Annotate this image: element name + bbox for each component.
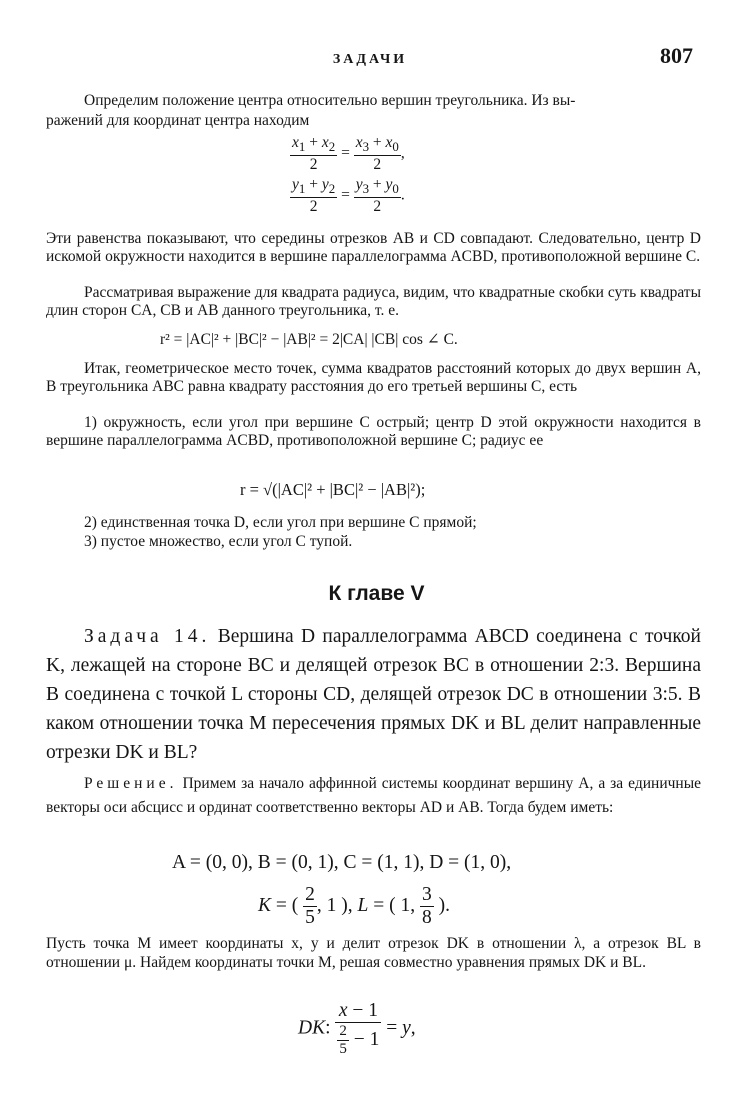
list-item-1: 1) окружность, если угол при вершине C острый; центр D этой окружности находится в вершине параллелограмма ACBD, противоположной вершине C; радиус ее <box>46 414 701 449</box>
equation-y-midpoint: $\frac{y_1 + y_2}{2}$ = $\frac{y_3 + y_0}{2}$ . <box>292 176 405 216</box>
coordinates-points: K = ( $\frac{2}{5}$ , 1 ), L = ( 1, $\frac{3}{8}$ ). <box>258 884 450 928</box>
paragraph-radius: Рассматривая выражение для квадрата радиуса, видим, что квадратные скобки суть квадраты длин сторон CA, CB и AB данного треугольника, т. е. <box>46 284 701 319</box>
paragraph-midpoints: Эти равенства показывают, что середины отрезков AB и CD совпадают. Следовательно, центр D искомой окружности находится в вершине параллелограмма ACBD, противоположной вершине C. <box>46 230 701 265</box>
section-heading: К главе V <box>328 582 425 605</box>
equation-radius: r = √(|AC|² + |BC|² − |AB|²); <box>240 480 426 499</box>
running-header: ЗАДАЧИ <box>332 52 408 67</box>
coordinates-vertices: A = (0, 0), B = (0, 1), C = (1, 1), D = (1, 0), <box>172 852 512 873</box>
paragraph-point-m: Пусть точка M имеет координаты x, y и делит отрезок DK в отношении λ, а отрезок BL в отношении μ. Найдем координаты точки M, решая совместно уравнения прямых DK и BL. <box>46 935 701 971</box>
equation-x-midpoint: $\frac{x_1 + x_2}{2}$ = $\frac{x_3 + x_0}{2}$ , <box>292 134 405 174</box>
problem-text: Вершина D параллелограмма ABCD соединена с точкой K, лежащей на стороне BC и делящей отрезок BC в отношении 2:3. Вершина B соединена с точкой L стороны CD, делящей отрезок DC в отношении 3:5. В каком отношении точка M пересечения прямых DK и BL делит направленные отрезки DK и BL? <box>46 626 701 763</box>
solution-label: Решение. <box>84 775 178 792</box>
equation-line-dk: DK: x − 1 $\frac{2}{5}$ − 1 = y, <box>298 1000 416 1057</box>
problem-label: Задача 14. <box>84 626 211 647</box>
intro-line-1: Определим положение центра относительно вершин треугольника. Из вы- <box>84 92 576 109</box>
intro-line-2: ражений для координат центра находим <box>46 112 310 129</box>
equation-radius-squared: r² = |AC|² + |BC|² − |AB|² = 2|CA| |CB| cos ∠ C. <box>160 331 458 348</box>
solution-paragraph <box>46 772 701 820</box>
problem-14 <box>46 622 701 767</box>
solution-text: Примем за начало аффинной системы координат вершину A, а за единичные векторы оси абсцисс и ординат соответственно векторы AD и AB. Тогда будем иметь: <box>46 775 701 816</box>
page-number: 807 <box>660 43 693 68</box>
list-item-2: 2) единственная точка D, если угол при вершине C прямой; <box>84 514 477 531</box>
list-item-3: 3) пустое множество, если угол C тупой. <box>84 533 353 550</box>
paragraph-locus: Итак, геометрическое место точек, сумма квадратов расстояний которых до двух вершин A, B треугольника ABC равна квадрату расстояния до его третьей вершины C, есть <box>46 360 701 395</box>
